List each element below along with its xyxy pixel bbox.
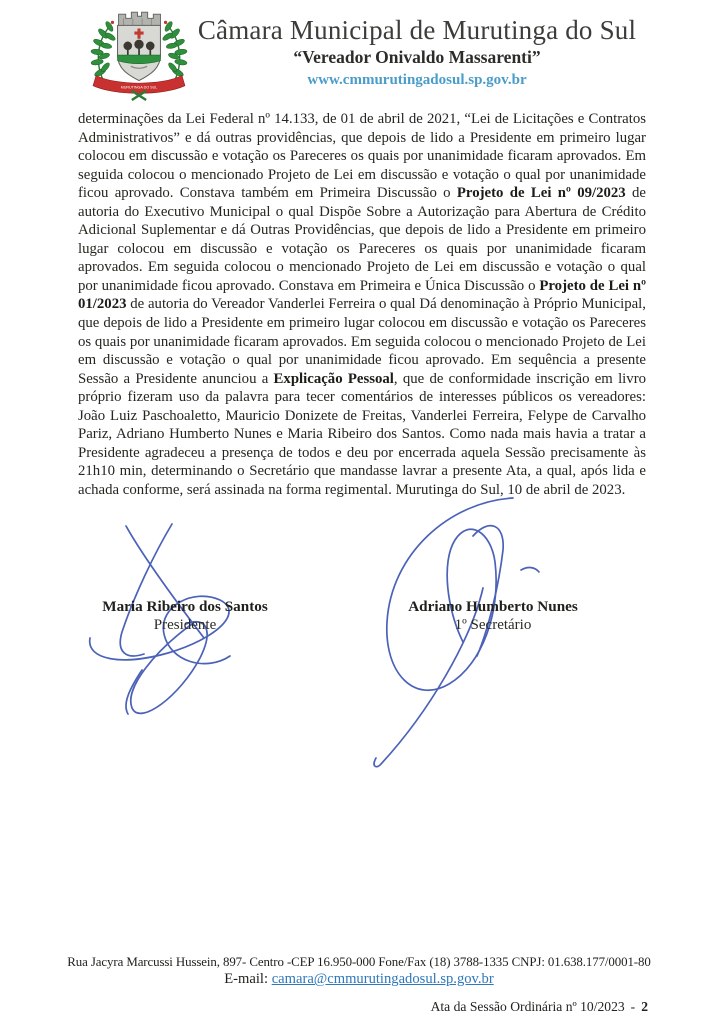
- crest-shield: [118, 25, 161, 80]
- signature-secretary: [345, 492, 580, 782]
- document-header: [178, 16, 656, 89]
- org-subtitle: “Vereador Onivaldo Massarenti”: [293, 47, 541, 68]
- page-separator: -: [630, 999, 636, 1014]
- email-label: E-mail:: [224, 971, 272, 987]
- signature-block-president: [80, 598, 290, 634]
- document-reference: Ata da Sessão Ordinária nº 10/2023: [430, 999, 625, 1014]
- page-number: 2: [641, 999, 648, 1014]
- org-website-link[interactable]: www.cmmurutingadosul.sp.gov.br: [307, 72, 527, 89]
- mural-crown: [119, 12, 161, 25]
- laurel-left: [91, 20, 117, 82]
- email-link[interactable]: camara@cmmurutingadosul.sp.gov.br: [271, 971, 494, 987]
- laurel-berry: [111, 21, 114, 24]
- laurel-berry: [164, 21, 167, 24]
- footer-address: Rua Jacyra Marcussi Hussein, 897- Centro -CEP 16.950-000 Fone/Fax (18) 3788-1335 CNPJ: 01.638.177/0001-80: [67, 955, 651, 969]
- footer-email-line: [0, 971, 718, 988]
- crest-field: [118, 55, 161, 64]
- president-role: Presidente: [153, 617, 217, 633]
- crest-banner-text: MURUTINGA DO SUL: [120, 85, 158, 90]
- footer-page-line: [431, 999, 648, 1015]
- secretary-role: 1º Secretário: [454, 617, 532, 633]
- minutes-body-text: determinações da Lei Federal nº 14.133, de 01 de abril de 2021, “Lei de Licitações e Contratos Administrativos” e dá outras providências, que depois de lido a Presidente em primeiro lugar colocou em discussão e votação os Pareceres os quais por unanimidade ficaram aprovados. Em seguida colocou o mencionado Projeto de Lei em discussão e votação o qual por unanimidade ficou aprovado. Constava também em Primeira Discussão o Projeto de Lei nº 09/2023 de autoria do Executivo Municipal o qual Dispõe Sobre a Autorização para Abertura de Crédito Adicional Suplementar e dá Outras Providências, que depois de lido a Presidente em primeiro lugar colocou em discussão e votação os Pareceres os quais por unanimidade ficaram aprovados. Em seguida colocou o mencionado Projeto de Lei em discussão e votação o qual por unanimidade ficou aprovado. Constava em Primeira e Única Discussão o Projeto de Lei nº 01/2023 de autoria do Vereador Vanderlei Ferreira o qual Dá denominação à Próprio Municipal, que depois de lido a Presidente em primeiro lugar colocou em discussão e votação os Pareceres os quais por unanimidade ficaram aprovados. Em seguida colocou o mencionado Projeto de Lei em discussão e votação o qual por unanimidade ficou aprovado. Em sequência a presente Sessão a Presidente anunciou a Explicação Pessoal, que de conformidade inscrição em livro próprio fizeram uso da palavra para tecer comentários de interesses públicos os vereadores: João Luiz Paschoaletto, Mauricio Donizete de Freitas, Vanderlei Ferreira, Felype de Carvalho Pariz, Adriano Humberto Nunes e Maria Ribeiro dos Santos. Como nada mais havia a tratar a Presidente agradeceu a presença de todos e deu por encerrada aquela Sessão precisamente às 21h10 min, determinando o Secretário que mandasse lavrar a presente Ata, a qual, após lida e achada conforme, será assinada na forma regimental. Murutinga do Sul, 10 de abril de 2023.: [78, 111, 647, 498]
- secretary-name: Adriano Humberto Nunes: [408, 598, 578, 615]
- org-title: Câmara Municipal de Murutinga do Sul: [197, 15, 637, 45]
- signature-block-secretary: [388, 598, 598, 634]
- president-name: Maria Ribeiro dos Santos: [102, 598, 268, 615]
